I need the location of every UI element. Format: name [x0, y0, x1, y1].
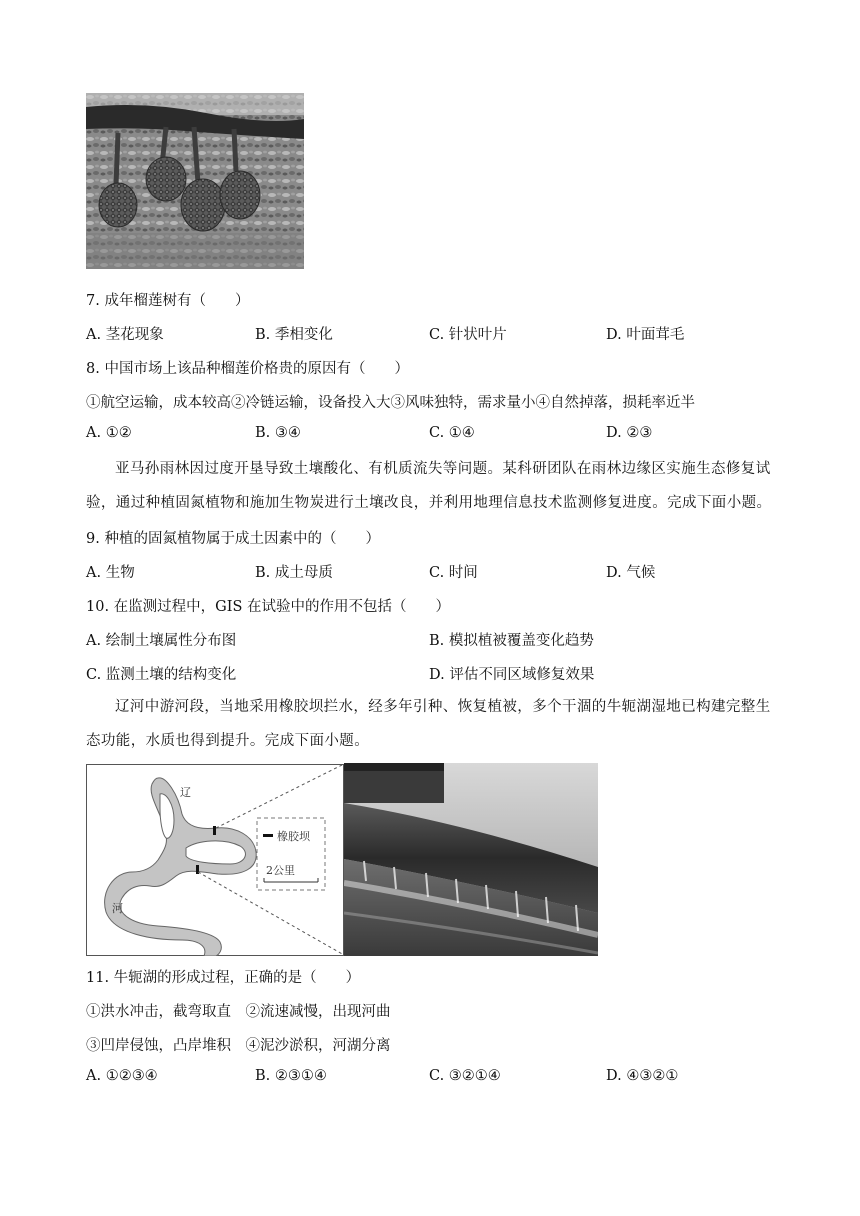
q11-stem: 11. 牛轭湖的形成过程，正确的是（ ） [86, 970, 361, 986]
q10-option-a[interactable]: A. 绘制土壤属性分布图 [86, 633, 237, 649]
q11-option-c[interactable]: C. ③②①④ [429, 1068, 501, 1084]
q8-stem: 8. 中国市场上该品种榴莲价格贵的原因有（ ） [86, 361, 409, 377]
q10-option-d[interactable]: D. 评估不同区域修复效果 [429, 667, 595, 683]
q7-option-a[interactable]: A. 茎花现象 [86, 327, 164, 343]
q9-option-c[interactable]: C. 时间 [429, 565, 478, 581]
map-label-liao: 辽 [180, 786, 191, 799]
q11-option-b[interactable]: B. ②③①④ [255, 1068, 327, 1084]
q11-option-d[interactable]: D. ④③②① [606, 1068, 679, 1084]
legend-dam-label: 橡胶坝 [277, 830, 310, 843]
q7-option-d[interactable]: D. 叶面茸毛 [606, 327, 685, 343]
q11-statements-line1: ①洪水冲击，截弯取直 ②流速减慢，出现河曲 [86, 1004, 391, 1020]
q7-option-b[interactable]: B. 季相变化 [255, 327, 333, 343]
rubber-dam-photo [344, 763, 598, 956]
q9-stem: 9. 种植的固氮植物属于成土因素中的（ ） [86, 531, 380, 547]
q8-option-c[interactable]: C. ①④ [429, 425, 475, 441]
q10-stem: 10. 在监测过程中，GIS 在试验中的作用不包括（ ） [86, 599, 451, 615]
q7-stem: 7. 成年榴莲树有（ ） [86, 293, 250, 309]
q8-option-b[interactable]: B. ③④ [255, 425, 301, 441]
q9-option-a[interactable]: A. 生物 [86, 565, 135, 581]
passage-amazon: 亚马孙雨林因过度开垦导致土壤酸化、有机质流失等问题。某科研团队在雨林边缘区实施生态修复试验，通过种植固氮植物和施加生物炭进行土壤改良，并利用地理信息技术监测修复进度。完成下面小题。 [86, 461, 772, 511]
passage-liaohe: 辽河中游河段，当地采用橡胶坝拦水，经多年引种、恢复植被，多个干涸的牛轭湖湿地已构建完整生态功能，水质也得到提升。完成下面小题。 [86, 699, 771, 749]
q8-option-a[interactable]: A. ①② [86, 425, 132, 441]
q10-option-c[interactable]: C. 监测土壤的结构变化 [86, 667, 237, 683]
q8-option-d[interactable]: D. ②③ [606, 425, 653, 441]
durian-photo [86, 93, 304, 269]
q7-option-c[interactable]: C. 针状叶片 [429, 327, 507, 343]
map-label-he: 河 [112, 902, 123, 915]
river-map [86, 764, 344, 956]
q9-option-b[interactable]: B. 成土母质 [255, 565, 333, 581]
q10-option-b[interactable]: B. 模拟植被覆盖变化趋势 [429, 633, 594, 649]
q8-statements: ①航空运输，成本较高②冷链运输，设备投入大③风味独特，需求量小④自然掉落，损耗率近半 [86, 395, 695, 411]
q11-option-a[interactable]: A. ①②③④ [86, 1068, 158, 1084]
q11-statements-line2: ③凹岸侵蚀，凸岸堆积 ④泥沙淤积，河湖分离 [86, 1038, 391, 1054]
legend-scale-label: 2公里 [266, 864, 295, 877]
q9-option-d[interactable]: D. 气候 [606, 565, 656, 581]
